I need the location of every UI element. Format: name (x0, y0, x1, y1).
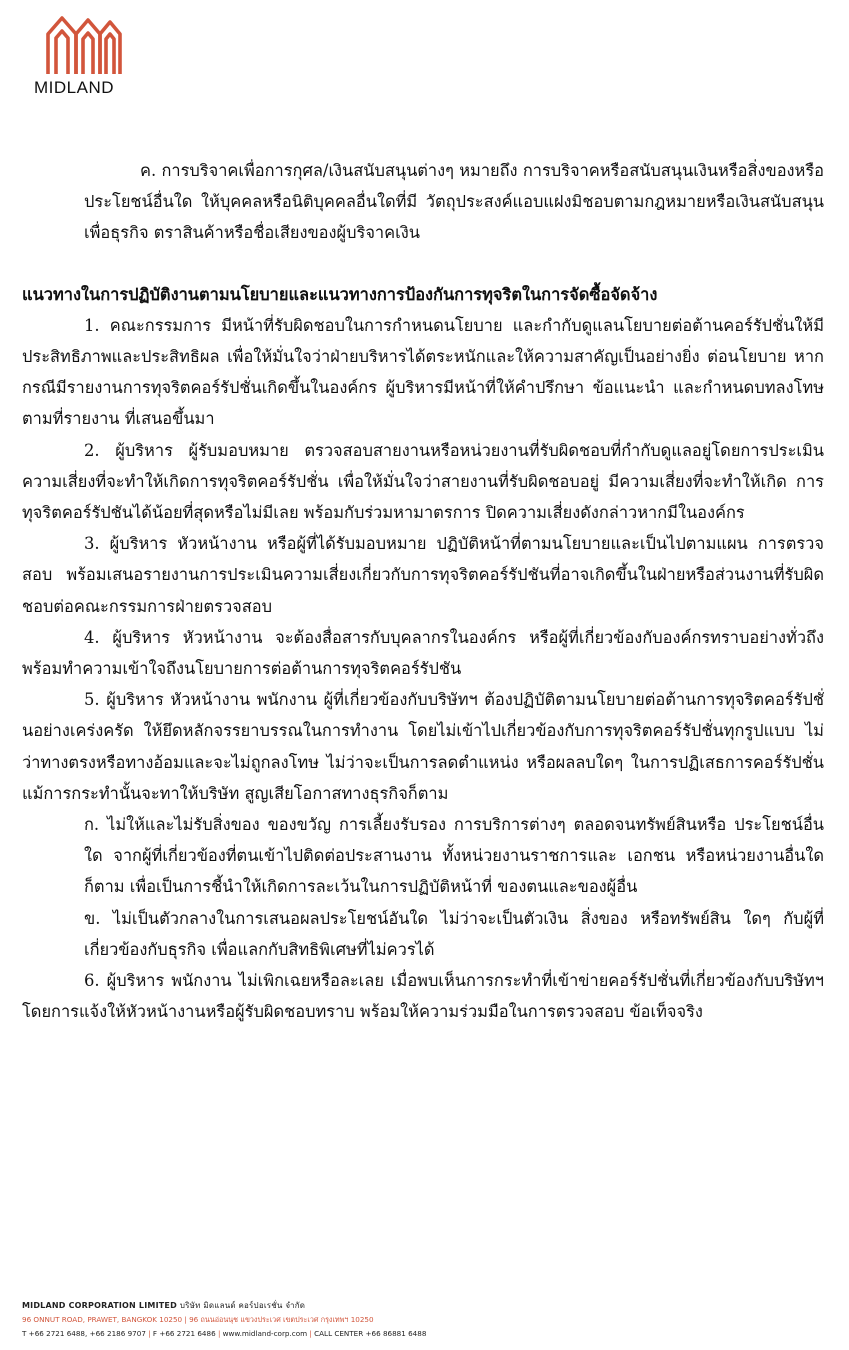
footer-phone: T +66 2721 6488, +66 2186 9707 (22, 1329, 146, 1338)
midland-logo-icon (32, 12, 132, 76)
item-4: 4. ผู้บริหาร หัวหน้างาน จะต้องสื่อสารกับบุคลากรในองค์กร หรือผู้ที่เกี่ยวข้องกับองค์กรทราบอย่างทั่วถึง พร้อมทำความเข้าใจถึงนโยบายการต่อต้านการทุจริตคอร์รัปชัน (22, 627, 824, 679)
page-footer (22, 1299, 832, 1338)
footer-address: 96 ONNUT ROAD, PRAWET, BANGKOK 10250 | 96 ถนนอ่อนนุช แขวงประเวศ เขตประเวศ กรุงเทพฯ 10250 (22, 1315, 374, 1324)
item-5: 5. ผู้บริหาร หัวหน้างาน พนักงาน ผู้ที่เกี่ยวข้องกับบริษัทฯ ต้องปฏิบัติตามนโยบายต่อต้านการทุจริตคอร์รัปชั่นอย่างเคร่งครัด ให้ยึดหลักจรรยาบรรณในการทำงาน โดยไม่เข้าไปเกี่ยวข้องกับการทุจริตคอร์รัปชั่นทุกรูปแบบ ไม่ว่าทางตรงหรือทางอ้อมและจะไม่ถูกลงโทษ ไม่ว่าจะเป็นการลดตำแหน่ง หรือผลลบใดๆ ในการปฏิเสธการคอร์รัปชั่น แม้การกระทำนั้นจะทาให้บริษัท สูญเสียโอกาสทางธุรกิจก็ตาม (22, 690, 824, 803)
item-5b: ข. ไม่เป็นตัวกลางในการเสนอผลประโยชน์อันใด ไม่ว่าจะเป็นตัวเงิน สิ่งของ หรือทรัพย์สิน ใดๆ กับผู้ที่เกี่ยวข้องกับธุรกิจ เพื่อแลกกับสิทธิพิเศษที่ไม่ควรได้ (84, 908, 824, 959)
footer-fax: F +66 2721 6486 (152, 1329, 216, 1338)
footer-website[interactable]: www.midland-corp.com (222, 1329, 308, 1338)
item-6: 6. ผู้บริหาร พนักงาน ไม่เพิกเฉยหรือละเลย เมื่อพบเห็นการกระทำที่เข้าข่ายคอร์รัปชั่นที่เกี่ยวข้องกับบริษัทฯ โดยการแจ้งให้หัวหน้างานหรือผู้รับผิดชอบทราบ พร้อมให้ความร่วมมือในการตรวจสอบ ข้อเท็จจริง (22, 971, 824, 1022)
item-2: 2. ผู้บริหาร ผู้รับมอบหมาย ตรวจสอบสายงานหรือหน่วยงานที่รับผิดชอบที่กำกับดูแลอยู่โดยการประเมินความเสี่ยงที่จะทำให้เกิดการทุจริตคอร์รัปชั่น เพื่อให้มั่นใจว่าสายงานที่รับผิดชอบอยู่ มีความเสี่ยงที่จะทำให้เกิด การทุจริตคอร์รัปชันได้น้อยที่สุดหรือไม่มีเลย พร้อมกับร่วมหามาตรการ ปิดความเสี่ยงดังกล่าวหากมีในองค์กร (22, 440, 824, 523)
item-1: 1. คณะกรรมการ มีหน้าที่รับผิดชอบในการกำหนดนโยบาย และกำกับดูแลนโยบายต่อต้านคอร์รัปชั่นให้มีประสิทธิภาพและประสิทธิผล เพื่อให้มั่นใจว่าฝ่ายบริหารได้ตระหนักและให้ความสาคัญเป็นอย่างยิ่ง ต่อนโยบาย หากกรณีมีรายงานการทุจริตคอร์รัปชั่นเกิดขึ้นในองค์กร ผู้บริหารมีหน้าที่ให้คำปรึกษา ข้อแนะนำ และกำหนดบทลงโทษตามที่รายงาน ที่เสนอขึ้นมา (22, 315, 824, 429)
footer-call-center: CALL CENTER +66 86881 6488 (314, 1329, 427, 1338)
company-logo (32, 12, 136, 98)
company-name-en: MIDLAND CORPORATION LIMITED (22, 1301, 177, 1310)
paragraph-c: ค. การบริจาคเพื่อการกุศล/เงินสนับสนุนต่างๆ หมายถึง การบริจาคหรือสนับสนุนเงินหรือสิ่งของหรือประโยชน์อื่นใด ให้บุคคลหรือนิติบุคคลอื่นใดที่มี วัตถุประสงค์แอบแฝงมิชอบตามกฎหมายหรือเงินสนับสนุนเพื่อธุรกิจ ตราสินค้าหรือชื่อเสียงของผู้บริจาคเงิน (84, 161, 824, 243)
item-3: 3. ผู้บริหาร หัวหน้างาน หรือผู้ที่ได้รับมอบหมาย ปฏิบัติหน้าที่ตามนโยบายและเป็นไปตามแผน การตรวจสอบ พร้อมเสนอรายงานการประเมินความเสี่ยงเกี่ยวกับการทุจริตคอร์รัปชันที่อาจเกิดขึ้นในฝ่ายหรือส่วนงานที่รับผิดชอบต่อคณะกรรมการฝ่ายตรวจสอบ (22, 534, 824, 616)
brand-name: MIDLAND (34, 78, 115, 97)
footer-contact: T +66 2721 6488, +66 2186 9707 | F +66 2721 6486 | www.midland-corp.com | CALL CENTER +66 86881 6488 (22, 1329, 427, 1338)
section-heading: แนวทางในการปฏิบัติงานตามนโยบายและแนวทางการป้องกันการทุจริตในการจัดซื้อจัดจ้าง (22, 284, 658, 304)
item-5a: ก. ไม่ให้และไม่รับสิ่งของ ของขวัญ การเลี้ยงรับรอง การบริการต่างๆ ตลอดจนทรัพย์สินหรือ ประโยชน์อื่นใด จากผู้ที่เกี่ยวข้องที่ตนเข้าไปติดต่อประสานงาน ทั้งหน่วยงานราชการและ เอกชน หรือหน่วยงานอื่นใดก็ตาม เพื่อเป็นการชี้นำให้เกิดการละเว้นในการปฏิบัติหน้าที่ ของตนและของผู้อื่น (84, 815, 824, 897)
document-body (22, 155, 824, 1027)
company-name-th: บริษัท มิดแลนด์ คอร์ปอเรชั่น จำกัด (179, 1301, 306, 1310)
footer-company (22, 1299, 832, 1312)
